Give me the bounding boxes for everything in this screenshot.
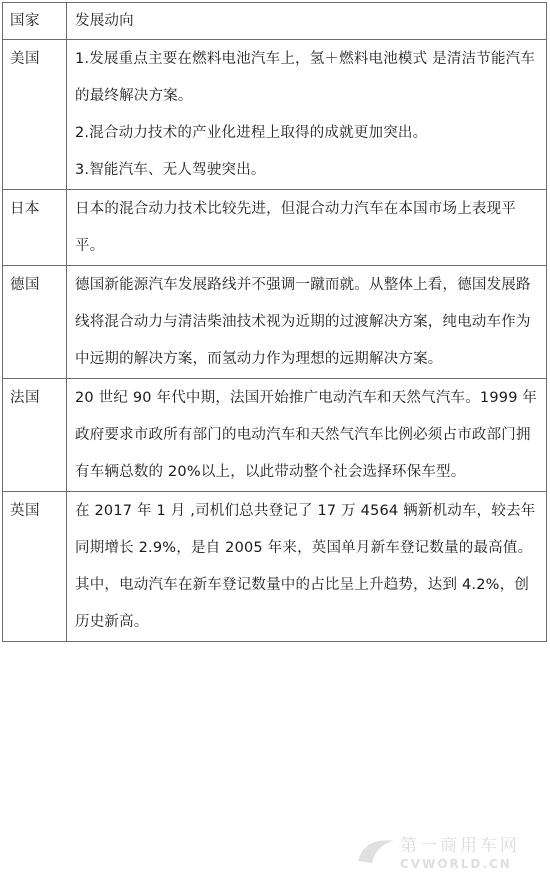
trend-description <box>67 190 547 266</box>
table-body <box>3 3 547 642</box>
table-header-row <box>3 3 547 40</box>
trend-description <box>67 492 547 642</box>
trend-paragraph: 20 世纪 90 年代中期，法国开始推广电动汽车和天然气汽车。1999 年政府要求市政所有部门的电动汽车和天然气汽车比例必须占市政部门拥有车辆总数的 20%以上，以此带动整个社会选择环保车型。 <box>75 390 538 480</box>
trend-paragraph: 2.混合动力技术的产业化进程上取得的成就更加突出。 <box>75 125 428 141</box>
trend-description <box>67 266 547 379</box>
header-trend: 发展动向 <box>67 3 547 40</box>
table-row-uk <box>3 492 547 642</box>
header-country: 国家 <box>3 3 67 40</box>
watermark-cn-text: 第一商用车网 <box>400 836 520 856</box>
country-name: 美国 <box>3 40 67 190</box>
watermark-swoosh-icon <box>358 840 394 863</box>
watermark-en-text: CVWORLD.CN <box>400 857 512 871</box>
table-row-france <box>3 379 547 492</box>
country-name: 英国 <box>3 492 67 642</box>
country-comparison-table <box>2 2 547 642</box>
cvworld-watermark-logo <box>354 831 544 873</box>
table-row-germany <box>3 266 547 379</box>
trend-paragraph: 在 2017 年 1 月 ,司机们总共登记了 17 万 4564 辆新机动车，较去年同期增长 2.9%，是自 2005 年来，英国单月新车登记数量的最高值。其中，电动汽车在新车登记数量中的占比呈上升趋势，达到 4.2%，创历史新高。 <box>75 503 536 630</box>
table-row-japan <box>3 190 547 266</box>
trend-paragraph: 日本的混合动力技术比较先进，但混合动力汽车在本国市场上表现平平。 <box>75 201 516 254</box>
country-name: 日本 <box>3 190 67 266</box>
country-name: 法国 <box>3 379 67 492</box>
trend-description <box>67 379 547 492</box>
trend-paragraph: 3.智能汽车、无人驾驶突出。 <box>75 162 266 178</box>
trend-paragraph: 1.发展重点主要在燃料电池汽车上，氢＋燃料电池模式 是清洁节能汽车的最终解决方案。 <box>75 51 536 104</box>
country-name: 德国 <box>3 266 67 379</box>
trend-description <box>67 40 547 190</box>
table-row-usa <box>3 40 547 190</box>
trend-paragraph: 德国新能源汽车发展路线并不强调一蹴而就。从整体上看，德国发展路线将混合动力与清洁柴油技术视为近期的过渡解决方案，纯电动车作为中远期的解决方案，而氢动力作为理想的远期解决方案。 <box>75 277 531 367</box>
